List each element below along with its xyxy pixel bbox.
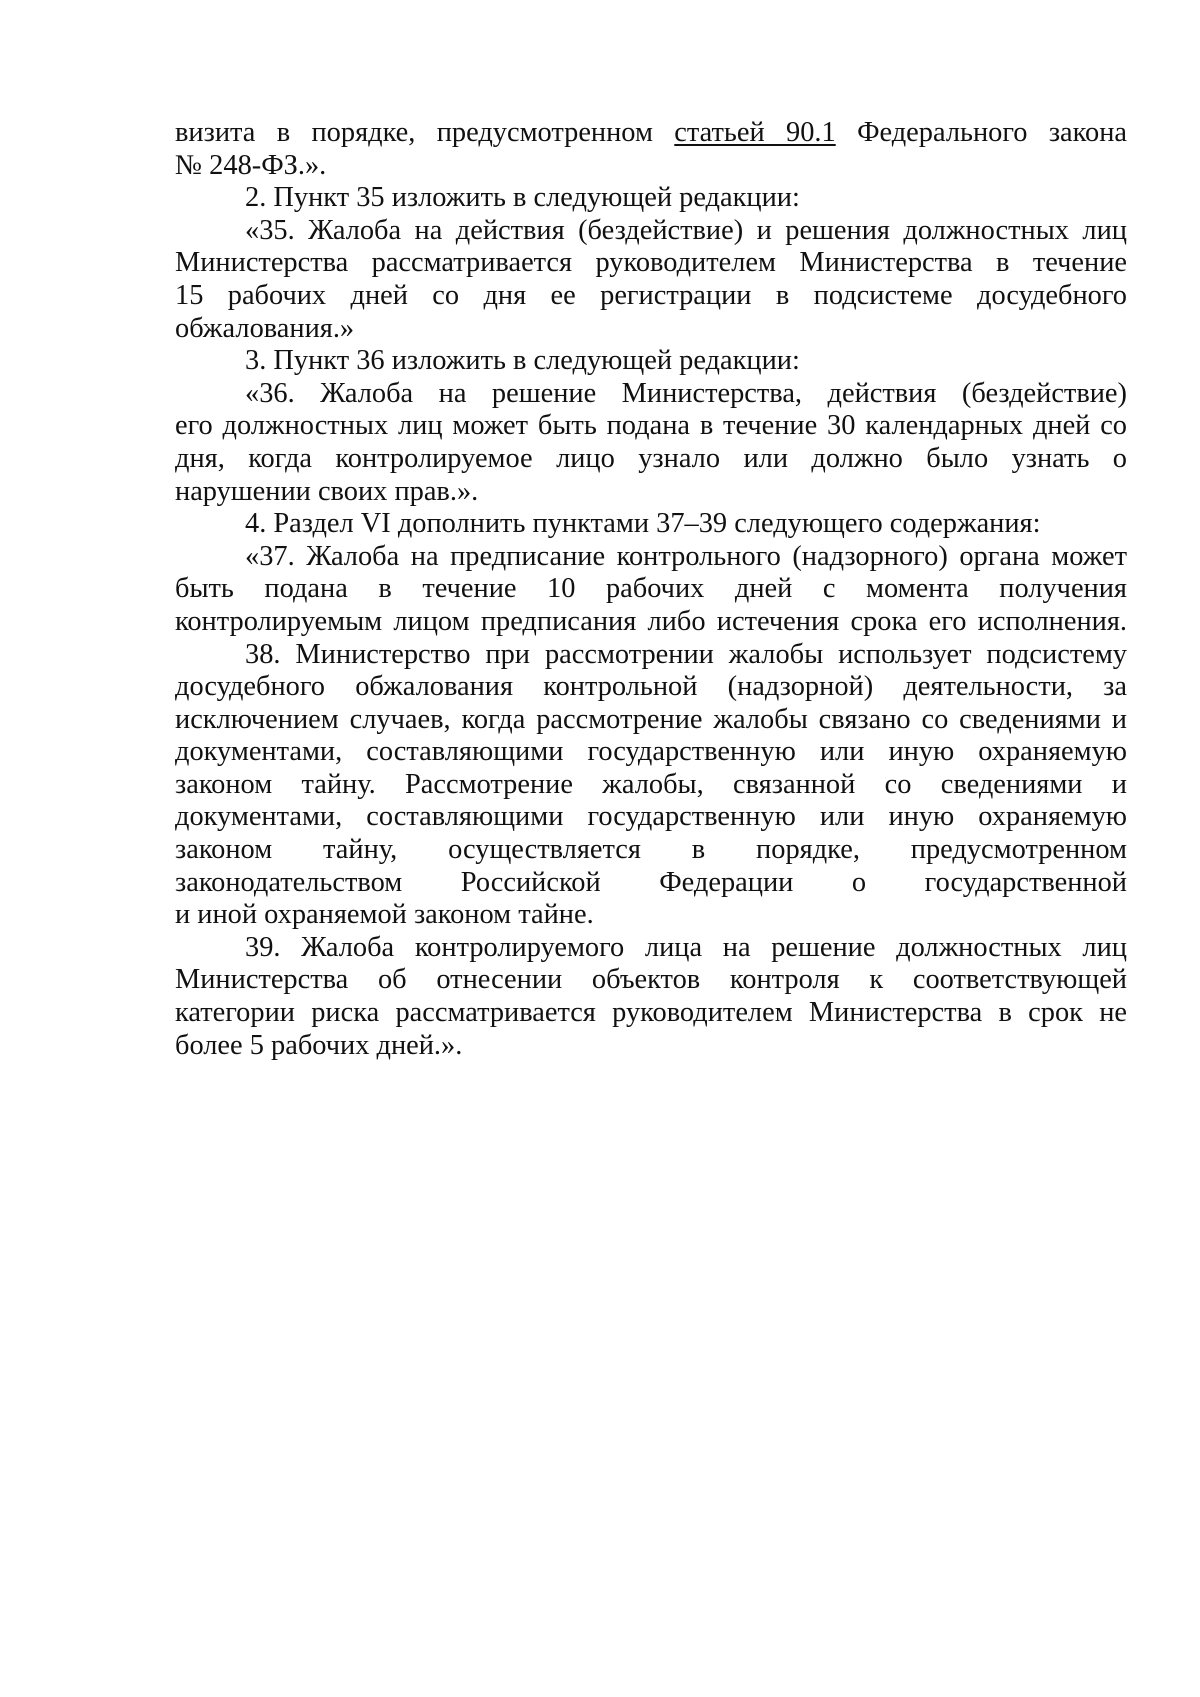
paragraph-heading: 4. Раздел VI дополнить пунктами 37–39 следующего содержания: [245, 508, 1041, 540]
text-segment: Федерального закона [835, 117, 1127, 148]
text-line: 15 рабочих дней со дня ее регистрации в подсистеме досудебного [175, 279, 1127, 311]
text-line: документами, составляющими государственную или иную охраняемую [175, 801, 1127, 833]
text-line: дня, когда контролируемое лицо узнало или должно было узнать о [175, 442, 1127, 474]
text-line: Министерства об отнесении объектов контроля к соответствующей [175, 964, 1127, 996]
text-line: его должностных лиц может быть подана в течение 30 календарных дней со [175, 410, 1127, 442]
text-line: обжалования.» [175, 312, 355, 344]
text-line: и иной охраняемой законом тайне. [175, 899, 594, 931]
paragraph-heading: 2. Пункт 35 изложить в следующей редакции: [245, 182, 800, 214]
document-body [175, 117, 1127, 1062]
text-line: «36. Жалоба на решение Министерства, действия (бездействие) [245, 377, 1127, 409]
paragraph-heading: 3. Пункт 36 изложить в следующей редакции: [245, 345, 800, 377]
text-line: Министерства рассматривается руководителем Министерства в течение [175, 247, 1127, 279]
text-line: быть подана в течение 10 рабочих дней с момента получения [175, 573, 1127, 605]
text-line: 38. Министерство при рассмотрении жалобы использует подсистему [245, 638, 1127, 670]
text-line: законом тайну. Рассмотрение жалобы, связанной со сведениями и [175, 768, 1127, 800]
text-line: контролируемым лицом предписания либо истечения срока его исполнения. [175, 605, 1127, 637]
text-line [175, 117, 1127, 150]
law-article-link[interactable]: статьей 90.1 [674, 117, 836, 148]
text-line: «37. Жалоба на предписание контрольного (надзорного) органа может [245, 540, 1127, 572]
text-line: исключением случаев, когда рассмотрение жалобы связано со сведениями и [175, 703, 1127, 735]
text-line: нарушении своих прав.». [175, 475, 479, 507]
text-line: законодательством Российской Федерации о государственной [175, 866, 1127, 898]
text-line: законом тайну, осуществляется в порядке, предусмотренном [175, 834, 1127, 866]
text-segment: визита в порядке, предусмотренном [175, 117, 675, 148]
text-line: 39. Жалоба контролируемого лица на решение должностных лиц [245, 931, 1127, 963]
text-line: категории риска рассматривается руководителем Министерства в срок не [175, 997, 1127, 1029]
text-line: документами, составляющими государственную или иную охраняемую [175, 736, 1127, 768]
text-line: № 248-ФЗ.». [175, 149, 327, 181]
text-line: досудебного обжалования контрольной (надзорной) деятельности, за [175, 671, 1127, 703]
text-line: более 5 рабочих дней.». [175, 1029, 463, 1061]
text-line: «35. Жалоба на действия (бездействие) и решения должностных лиц [245, 214, 1127, 246]
